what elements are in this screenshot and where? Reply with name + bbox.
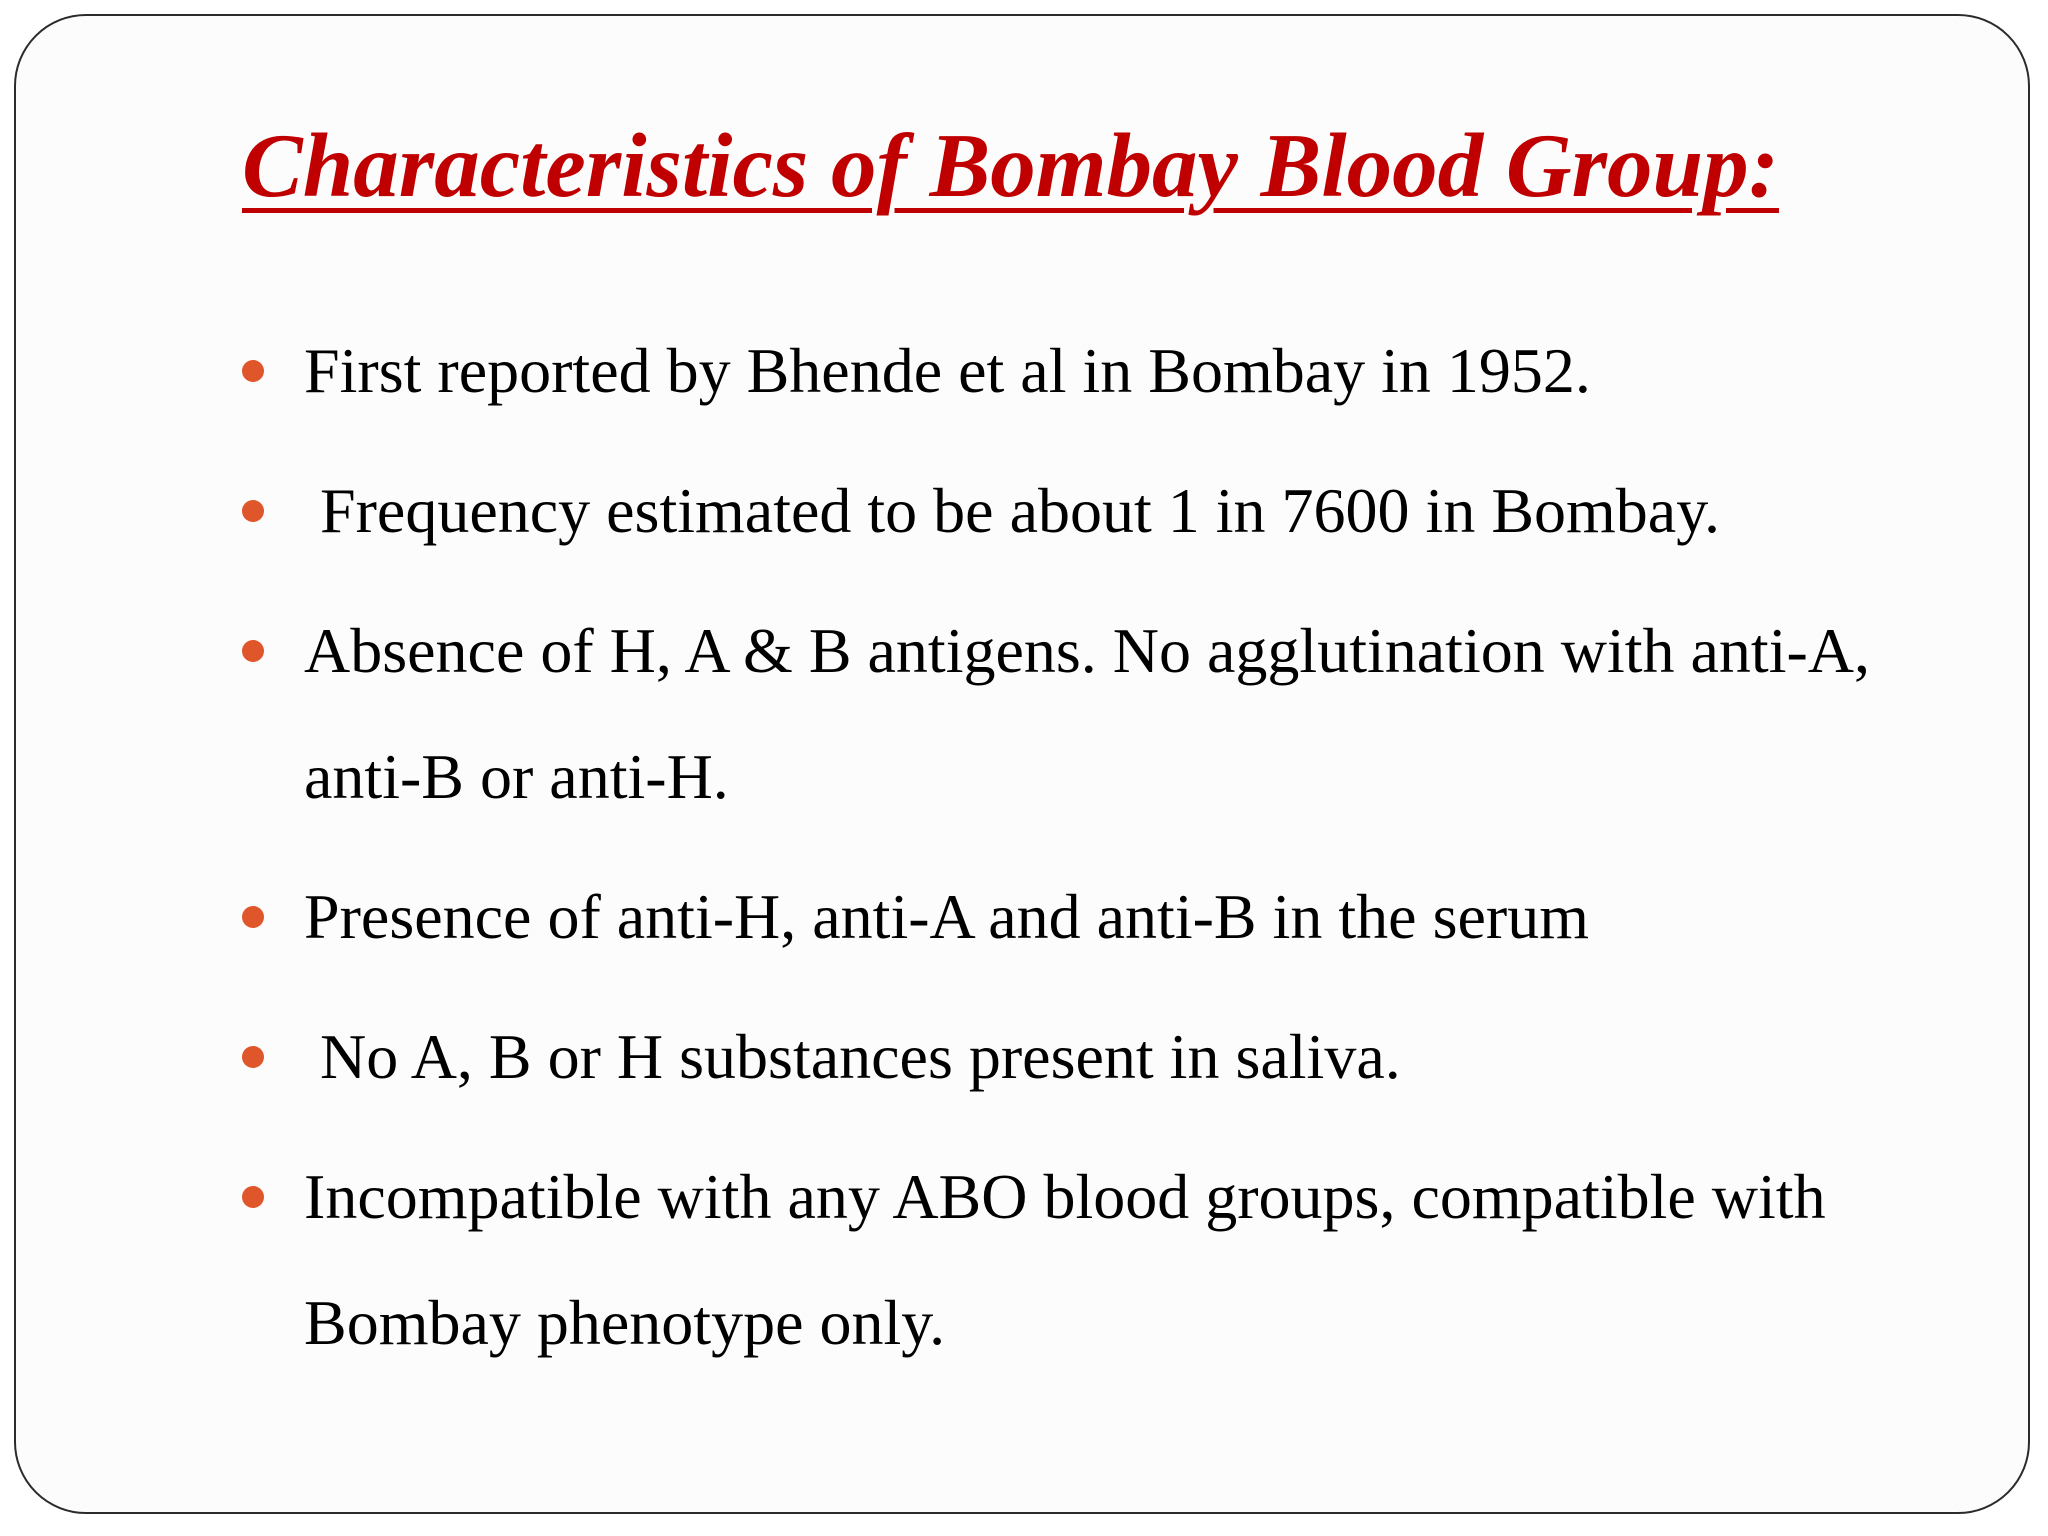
bullet-text: Incompatible with any ABO blood groups, compatible with Bombay phenotype only.: [304, 1161, 1826, 1358]
bullet-text: Presence of anti-H, anti-A and anti-B in the serum: [304, 881, 1589, 952]
bullet-dot-icon: [242, 500, 264, 522]
bullet-list: [242, 308, 1962, 1400]
bullet-dot-icon: [242, 1186, 264, 1208]
bullet-item-saliva: [242, 994, 1962, 1120]
bullet-dot-icon: [242, 640, 264, 662]
bullet-dot-icon: [242, 906, 264, 928]
bullet-item-frequency: [242, 448, 1962, 574]
bullet-dot-icon: [242, 1046, 264, 1068]
bullet-item-first-reported: [242, 308, 1962, 434]
bullet-item-serum: [242, 854, 1962, 980]
slide-title: Characteristics of Bombay Blood Group:: [242, 115, 1779, 216]
slide-frame: [14, 14, 2030, 1514]
bullet-dot-icon: [242, 360, 264, 382]
bullet-text: Frequency estimated to be about 1 in 7600 in Bombay.: [304, 475, 1721, 546]
bullet-item-compatibility: [242, 1134, 1962, 1386]
bullet-text: First reported by Bhende et al in Bombay in 1952.: [304, 335, 1591, 406]
bullet-item-antigens: [242, 588, 1962, 840]
bullet-text: Absence of H, A & B antigens. No agglutination with anti-A, anti-B or anti-H.: [304, 615, 1870, 812]
bullet-text: No A, B or H substances present in saliva.: [304, 1021, 1401, 1092]
